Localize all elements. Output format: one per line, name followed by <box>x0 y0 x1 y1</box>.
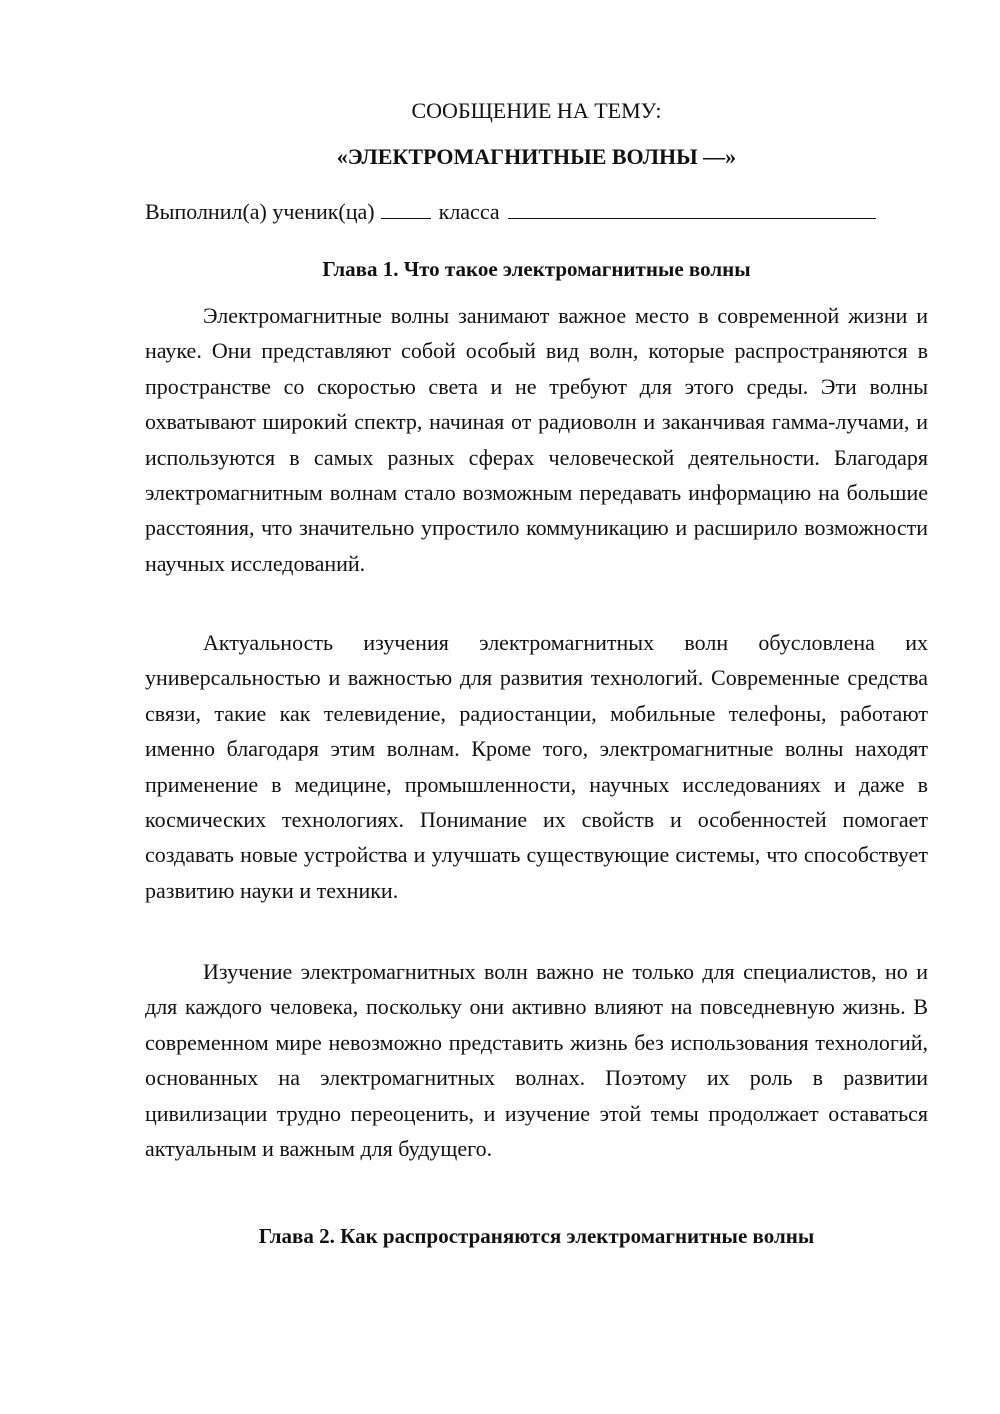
chapter-1-paragraph-3: Изучение электромагнитных волн важно не только для специалистов, но и для каждого человека, поскольку они активно влияют на повседневную жизнь. В современном мире невозможно представить жизнь без использования технологий, основанных на электромагнитных волнах. Поэтому их роль в развитии цивилизации трудно переоценить, и изучение этой темы продолжает оставаться актуальным и важным для будущего. <box>145 959 928 1162</box>
class-label: класса <box>438 199 500 224</box>
chapter-1-paragraph-2: Актуальность изучения электромагнитных волн обусловлена их универсальностью и важностью для развития технологий. Современные средства связи, такие как телевидение, радиостанции, мобильные телефоны, работают именно благодаря этим волнам. Кроме того, электромагнитные волны находят применение в медицине, промышленности, научных исследованиях и даже в космических технологиях. Понимание их свойств и особенностей помогает создавать новые устройства и улучшать существующие системы, что способствует развитию науки и техники. <box>145 630 928 903</box>
class-number-blank <box>381 197 431 219</box>
student-label: Выполнил(а) ученик(ца) <box>145 199 375 224</box>
chapter-2-title: Глава 2. Как распространяются электромагнитные волны <box>258 1224 815 1248</box>
document-title: «ЭЛЕКТРОМАГНИТНЫЕ ВОЛНЫ —» <box>336 144 737 169</box>
chapter-1-paragraph-1: Электромагнитные волны занимают важное место в современной жизни и науке. Они представляют собой особый вид волн, которые распространяются в пространстве со скоростью света и не требуют для этого среды. Эти волны охватывают широкий спектр, начиная от радиоволн и заканчивая гамма-лучами, и используются в самых разных сферах человеческой деятельности. Благодаря электромагнитным волнам стало возможным передавать информацию на большие расстояния, что значительно упростило коммуникацию и расширило возможности научных исследований. <box>145 303 928 576</box>
document-page <box>145 0 928 1414</box>
document-heading-topic-label: СООБЩЕНИЕ НА ТЕМУ: <box>411 98 662 123</box>
student-name-blank <box>508 197 876 219</box>
chapter-1-title: Глава 1. Что такое электромагнитные волны <box>322 257 751 281</box>
student-info-line <box>145 197 928 227</box>
